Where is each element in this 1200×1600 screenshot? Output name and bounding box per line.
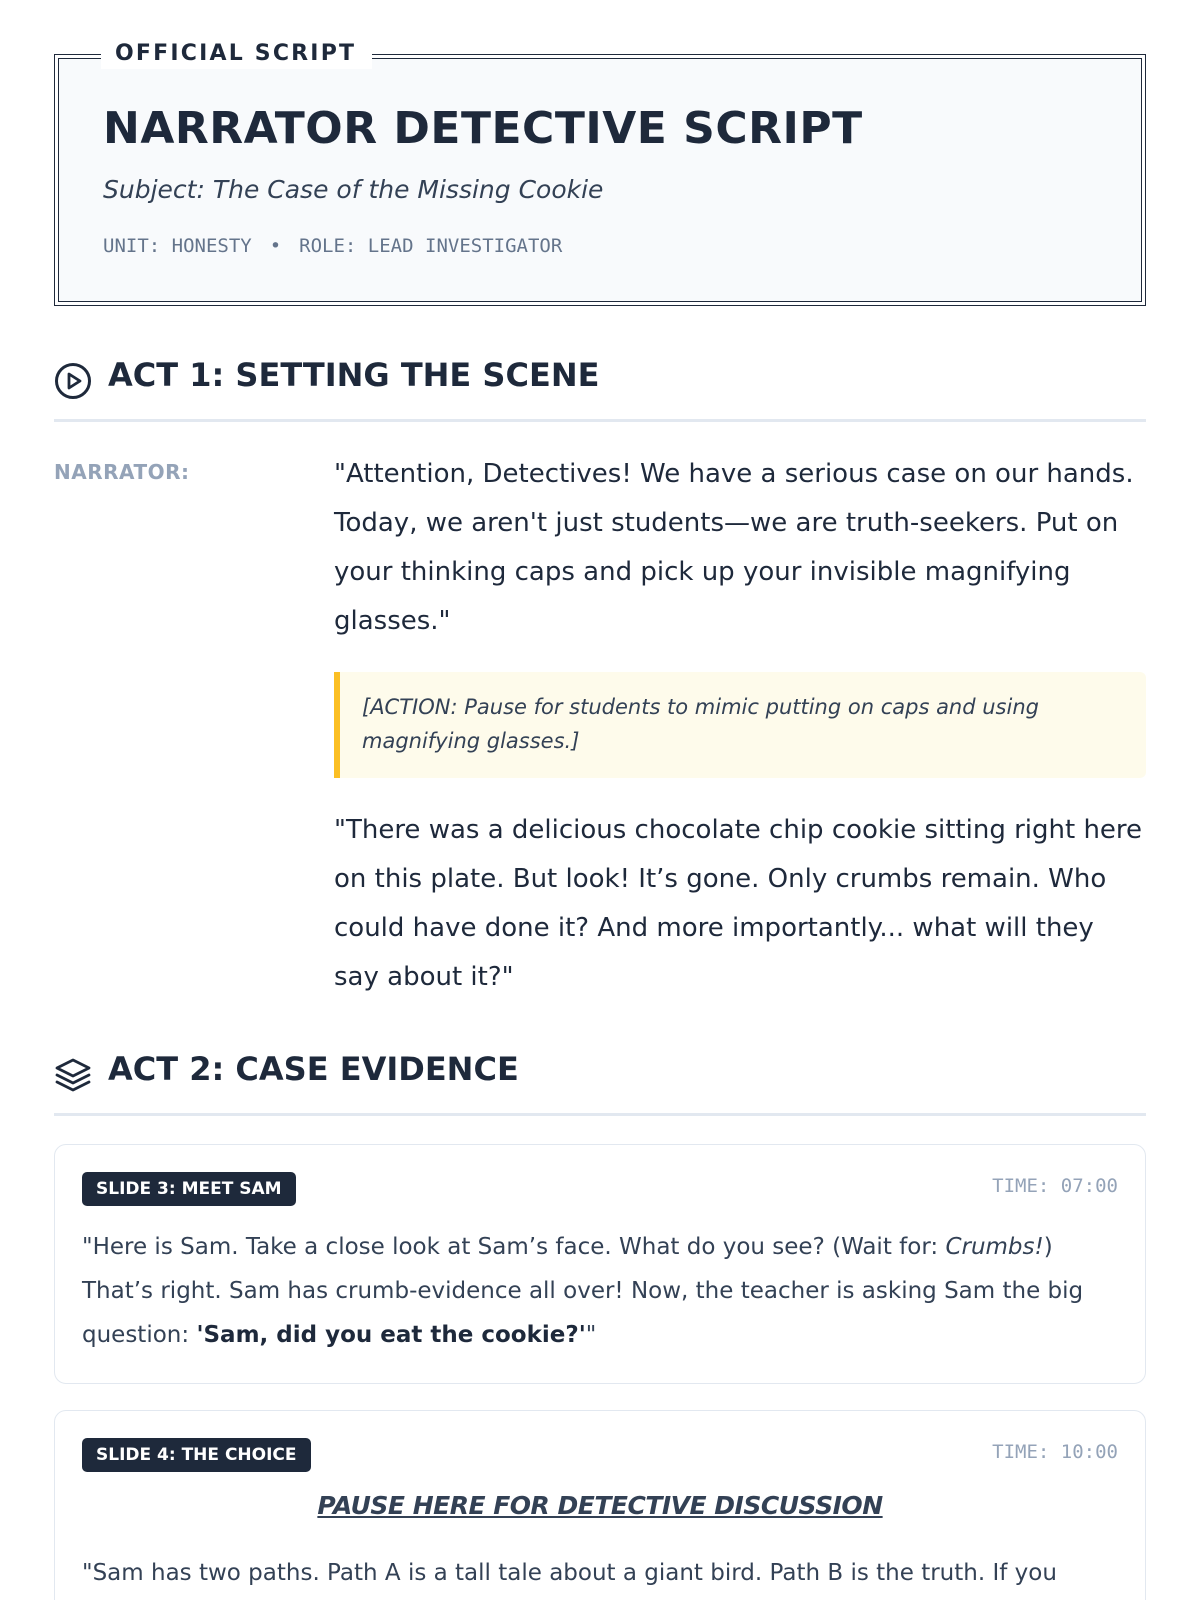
slide-card-4 (54, 1410, 1146, 1600)
slide-text-part: " (585, 1322, 597, 1348)
slide-text-part: ) That’s right. Sam has crumb-evidence all over! Now, the teacher is asking Sam the big question: (82, 1234, 1084, 1348)
official-script-legend: OFFICIAL SCRIPT (101, 39, 372, 69)
slide-badge: SLIDE 3: MEET SAM (82, 1172, 296, 1206)
narrator-line-1: "Attention, Detectives! We have a serious case on our hands. Today, we aren't just students—we are truth-seekers. Put on your thinking caps and pick up your invisible magnifying glasses." (334, 459, 1134, 636)
act2-heading (54, 1044, 1146, 1116)
act1-title: ACT 1: SETTING THE SCENE (108, 356, 600, 394)
script-header-inner (58, 58, 1142, 302)
slide-text-emphasis: Crumbs! (945, 1234, 1044, 1260)
role-label: ROLE: LEAD INVESTIGATOR (299, 235, 563, 257)
play-circle-icon (54, 362, 92, 400)
meta-separator: • (269, 235, 282, 257)
slide-time: TIME: 10:00 (992, 1441, 1118, 1463)
slide-text (82, 1225, 1122, 1357)
script-meta (103, 235, 562, 257)
script-title: NARRATOR DETECTIVE SCRIPT (103, 103, 863, 154)
script-header (54, 41, 1146, 306)
action-note: [ACTION: Pause for students to mimic putting on caps and using magnifying glasses.] (334, 672, 1146, 778)
act1-heading (54, 350, 1146, 422)
slide-text-part: "Here is Sam. Take a close look at Sam’s face. What do you see? (Wait for: (82, 1234, 946, 1260)
layers-icon (54, 1056, 92, 1094)
narrator-line-2: "There was a delicious chocolate chip cookie sitting right here on this plate. But look! It’s gone. Only crumbs remain. Who could have done it? And more importantly... what will they say about it?" (334, 815, 1143, 992)
script-subtitle: Subject: The Case of the Missing Cookie (103, 175, 604, 204)
narrator-label: NARRATOR: (54, 460, 190, 484)
slide-badge: SLIDE 4: THE CHOICE (82, 1438, 311, 1472)
unit-label: UNIT: HONESTY (103, 235, 252, 257)
slide-text: "Sam has two paths. Path A is a tall tale about a giant bird. Path B is the truth. If you (82, 1560, 1057, 1586)
slide-time: TIME: 07:00 (992, 1175, 1118, 1197)
act2-title: ACT 2: CASE EVIDENCE (108, 1050, 519, 1088)
discussion-cue: PAUSE HERE FOR DETECTIVE DISCUSSION (317, 1491, 883, 1520)
slide-card-3 (54, 1144, 1146, 1384)
slide-text-question: 'Sam, did you eat the cookie?' (196, 1322, 586, 1348)
